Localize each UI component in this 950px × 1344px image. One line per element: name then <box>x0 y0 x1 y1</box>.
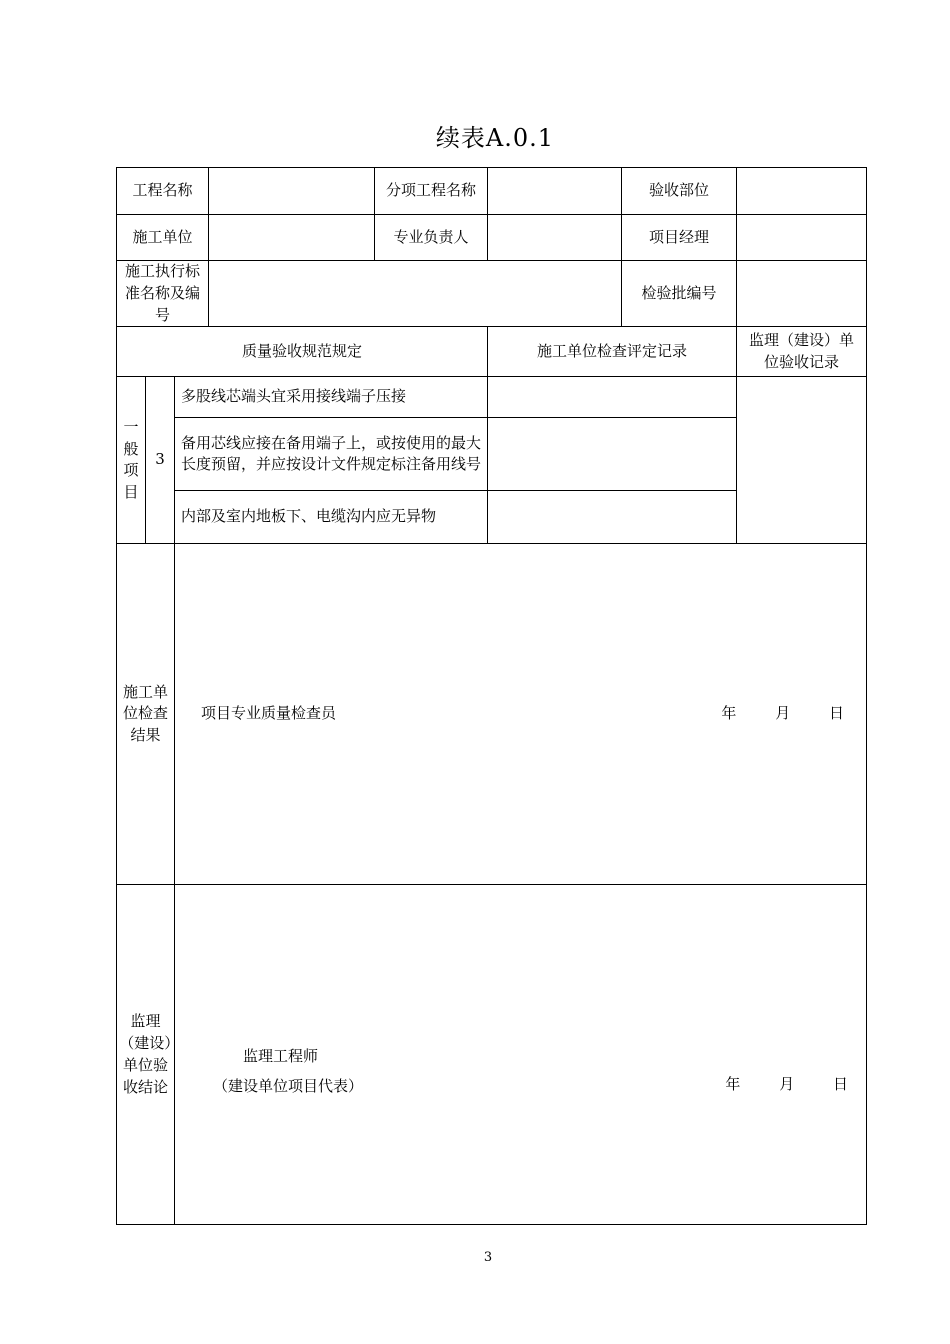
general-item-check-value[interactable] <box>488 418 737 491</box>
specialty-lead-value[interactable] <box>488 215 622 261</box>
date-year: 年 <box>721 704 737 723</box>
general-items-supervision-value[interactable] <box>737 377 867 544</box>
general-item-text: 备用芯线应接在备用端子上，或按使用的最大长度预留，并应按设计文件规定标注备用线号 <box>175 418 488 491</box>
acceptance-form-table <box>116 167 867 1225</box>
construction-unit-value[interactable] <box>209 215 375 261</box>
supervision-signer-label: 监理工程师 <box>243 1047 319 1065</box>
construction-signer-label: 项目专业质量检查员 <box>201 704 337 723</box>
project-name-value[interactable] <box>209 168 375 215</box>
acceptance-part-value[interactable] <box>737 168 867 215</box>
batch-no-label: 检验批编号 <box>622 261 737 327</box>
general-items-label: 一般项目 <box>117 377 146 544</box>
construction-result-cell[interactable] <box>175 544 867 885</box>
date-month: 月 <box>775 704 791 723</box>
general-item-text: 多股线芯端头宜采用接线端子压接 <box>175 377 488 418</box>
header-row-1 <box>117 168 867 215</box>
sub-project-value[interactable] <box>488 168 622 215</box>
date-day: 日 <box>833 1074 849 1093</box>
supervision-conclusion-cell[interactable] <box>175 885 867 1225</box>
date-month: 月 <box>779 1074 795 1093</box>
project-manager-value[interactable] <box>737 215 867 261</box>
header-row-3 <box>117 261 867 327</box>
supervision-signer-note: （建设单位项目代表） <box>213 1076 364 1095</box>
sub-project-label: 分项工程名称 <box>375 168 488 215</box>
project-manager-label: 项目经理 <box>622 215 737 261</box>
construction-unit-label: 施工单位 <box>117 215 209 261</box>
date-year: 年 <box>725 1074 741 1093</box>
page-title: 续表A.0.1 <box>435 124 555 152</box>
spec-column-header: 质量验收规范规定 <box>117 327 488 377</box>
construction-check-column-header: 施工单位检查评定记录 <box>488 327 737 377</box>
project-name-label: 工程名称 <box>117 168 209 215</box>
date-day: 日 <box>829 704 845 723</box>
general-item-text: 内部及室内地板下、电缆沟内应无异物 <box>175 491 488 544</box>
specialty-lead-label: 专业负责人 <box>375 215 488 261</box>
acceptance-part-label: 验收部位 <box>622 168 737 215</box>
page-number: 3 <box>483 1250 493 1265</box>
header-row-2 <box>117 215 867 261</box>
general-item-row <box>117 377 867 418</box>
general-item-check-value[interactable] <box>488 377 737 418</box>
general-item-check-value[interactable] <box>488 491 737 544</box>
supervision-conclusion-label: 监理（建设）单位验收结论 <box>117 885 175 1225</box>
supervision-date <box>725 1074 860 1098</box>
supervision-record-column-header: 监理（建设）单位验收记录 <box>737 327 867 377</box>
batch-no-value[interactable] <box>737 261 867 327</box>
standard-value[interactable] <box>209 261 622 327</box>
column-header-row <box>117 327 867 377</box>
construction-result-label: 施工单位检查结果 <box>117 544 175 885</box>
general-items-number: 3 <box>146 377 175 544</box>
construction-result-row <box>117 544 867 885</box>
construction-date <box>721 703 860 725</box>
supervision-conclusion-row <box>117 885 867 1225</box>
standard-label: 施工执行标准名称及编号 <box>117 261 209 327</box>
